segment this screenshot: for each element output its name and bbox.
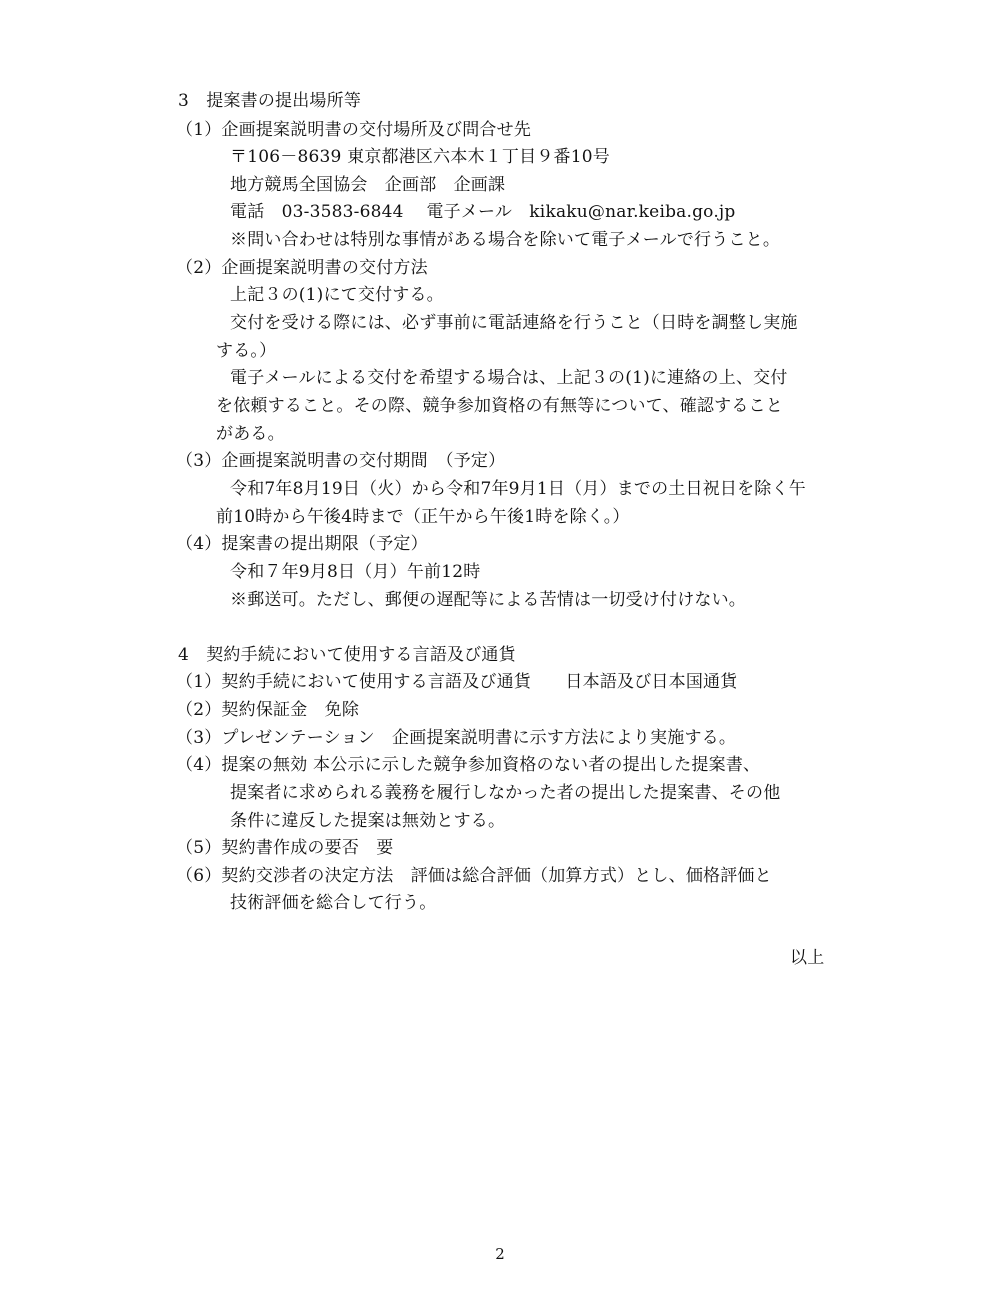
item-3-2-paragraph-3-line-3: がある。	[216, 424, 285, 444]
item-4-4-line-2: 提案者に求められる義務を履行しなかった者の提出した提案書、その他	[230, 783, 781, 803]
item-3-3-line-1: 令和7年8月19日（火）から令和7年9月1日（月）までの土日祝日を除く午	[230, 479, 806, 499]
page-number: 2	[495, 1245, 505, 1263]
item-4-4-line-1: （4）提案の無効 本公示に示した競争参加資格のない者の提出した提案書、	[176, 755, 761, 775]
item-3-2-title: （2）企画提案説明書の交付方法	[176, 258, 428, 278]
organization-line: 地方競馬全国協会 企画部 企画課	[230, 175, 506, 195]
item-4-3: （3）プレゼンテーション 企画提案説明書に示す方法により実施する。	[176, 728, 737, 748]
item-4-5: （5）契約書作成の要否 要	[176, 838, 394, 858]
item-3-2-paragraph-1: 上記３の(1)にて交付する。	[230, 285, 444, 305]
item-4-4-line-3: 条件に違反した提案は無効とする。	[230, 811, 506, 831]
inquiry-note: ※問い合わせは特別な事情がある場合を除いて電子メールで行うこと。	[230, 230, 781, 250]
item-3-4-line-1: 令和７年9月8日（月）午前12時	[230, 562, 481, 582]
item-4-2: （2）契約保証金 免除	[176, 700, 360, 720]
item-4-1: （1）契約手続において使用する言語及び通貨 日本語及び日本国通貨	[176, 672, 738, 692]
item-3-3-line-2: 前10時から午後4時まで（正午から午後1時を除く。）	[216, 507, 630, 527]
item-3-4-line-2: ※郵送可。ただし、郵便の遅配等による苦情は一切受け付けない。	[230, 590, 746, 610]
item-3-2-paragraph-3-line-2: を依頼すること。その際、競争参加資格の有無等について、確認すること	[216, 396, 783, 416]
section-4-heading: 4 契約手続において使用する言語及び通貨	[178, 645, 516, 665]
item-3-1-title: （1）企画提案説明書の交付場所及び問合せ先	[176, 120, 532, 140]
item-3-2-paragraph-3-line-1: 電子メールによる交付を希望する場合は、上記３の(1)に連絡の上、交付	[230, 368, 788, 388]
item-3-4-title: （4）提案書の提出期限（予定）	[176, 534, 428, 554]
item-4-6-line-1: （6）契約交渉者の決定方法 評価は総合評価（加算方式）とし、価格評価と	[176, 866, 772, 886]
item-3-3-title: （3）企画提案説明書の交付期間 （予定）	[176, 451, 506, 471]
contact-line: 電話 03-3583-6844 電子メール kikaku@nar.keiba.go.jp	[230, 202, 736, 222]
item-3-2-paragraph-2-line-2: する。）	[216, 341, 277, 361]
closing-text: 以上	[790, 948, 825, 968]
address-line: 〒106－8639 東京都港区六本木１丁目９番10号	[230, 147, 610, 167]
section-3-heading: 3 提案書の提出場所等	[178, 91, 362, 111]
item-3-2-paragraph-2-line-1: 交付を受ける際には、必ず事前に電話連絡を行うこと（日時を調整し実施	[230, 313, 798, 333]
item-4-6-line-2: 技術評価を総合して行う。	[230, 893, 437, 913]
